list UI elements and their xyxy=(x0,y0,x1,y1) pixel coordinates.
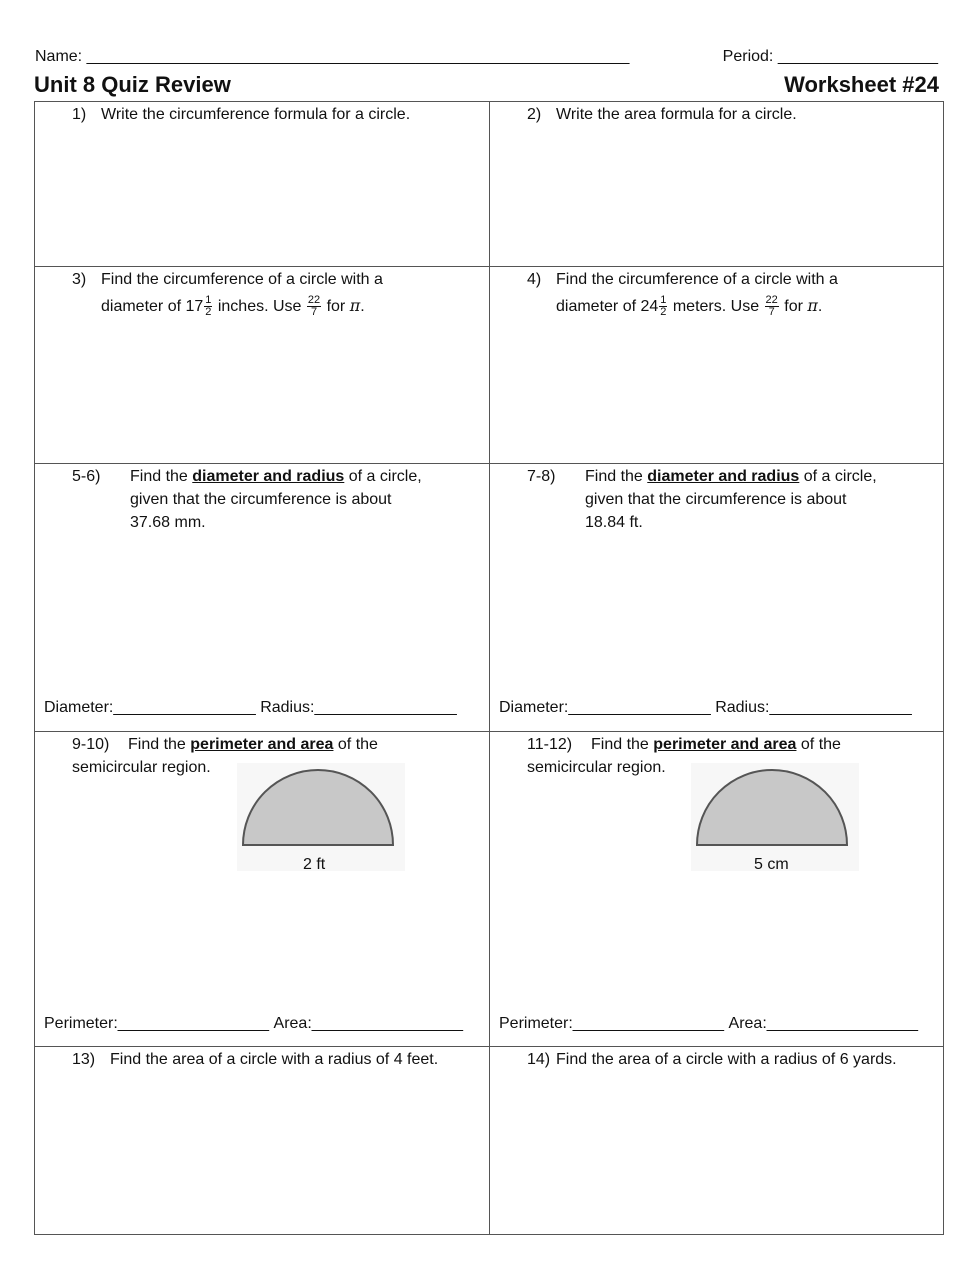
question-3-line-2 xyxy=(101,294,365,318)
emphasis-text: diameter and radius xyxy=(647,468,800,485)
fraction-denominator: 7 xyxy=(768,306,775,319)
answer-line[interactable] xyxy=(499,1015,918,1033)
question-7-8-line-3: 18.84 ft. xyxy=(585,514,643,531)
fraction xyxy=(659,295,667,318)
question-4 xyxy=(527,268,838,291)
text-part: diameter of 17 xyxy=(101,298,204,315)
fraction-numerator: 22 xyxy=(765,294,778,307)
text-part: meters. Use xyxy=(668,298,764,315)
perimeter-answer[interactable]: Perimeter:_________________ xyxy=(499,1015,725,1032)
fraction-denominator: 2 xyxy=(205,306,212,319)
radius-answer[interactable]: Radius:________________ xyxy=(715,699,912,716)
fraction-denominator: 7 xyxy=(310,306,318,319)
emphasis-text: perimeter and area xyxy=(190,736,334,753)
text-part: of the xyxy=(796,736,841,753)
answer-line[interactable] xyxy=(44,699,457,717)
question-cell-11-12[interactable] xyxy=(490,732,943,1047)
emphasis-text: diameter and radius xyxy=(192,468,345,485)
question-number: 3) xyxy=(72,271,87,288)
question-11-12 xyxy=(527,733,841,756)
question-text: Find the area of a circle with a radius of 4 feet. xyxy=(110,1051,439,1068)
question-cell-13[interactable] xyxy=(35,1047,490,1234)
question-number: 4) xyxy=(527,271,542,288)
name-blank[interactable]: _____________________________________________________________ xyxy=(86,48,630,65)
diameter-answer[interactable]: Diameter:________________ xyxy=(499,699,711,716)
question-5-6 xyxy=(72,465,422,488)
text-part: of a circle, xyxy=(344,468,422,485)
question-number: 1) xyxy=(72,106,87,123)
answer-line[interactable] xyxy=(499,699,912,717)
fraction-numerator: 1 xyxy=(660,294,667,307)
question-text: Find the area of a circle with a radius of 6 yards. xyxy=(556,1051,897,1068)
fraction-denominator: 2 xyxy=(660,306,667,319)
question-number: 13) xyxy=(72,1051,96,1068)
question-11-12-line-2: semicircular region. xyxy=(527,759,666,776)
semicircle-figure xyxy=(237,763,405,871)
emphasis-text: perimeter and area xyxy=(653,736,797,753)
text-part: . xyxy=(817,298,823,315)
diameter-label: 2 ft xyxy=(303,856,326,873)
worksheet-number: Worksheet #24 xyxy=(784,72,939,97)
question-number: 11-12) xyxy=(527,736,573,753)
question-text: Find the circumference of a circle with a xyxy=(556,271,838,288)
text-part: Find the xyxy=(585,468,648,485)
name-label: Name: xyxy=(35,48,83,65)
pi-symbol: π xyxy=(349,296,361,315)
page-title: Unit 8 Quiz Review xyxy=(34,72,231,97)
question-3 xyxy=(72,268,383,291)
question-text: Find the circumference of a circle with a xyxy=(101,271,383,288)
perimeter-answer[interactable]: Perimeter:_________________ xyxy=(44,1015,270,1032)
question-number: 7-8) xyxy=(527,468,556,485)
question-number: 14) xyxy=(527,1051,551,1068)
radius-answer[interactable]: Radius:________________ xyxy=(260,699,457,716)
period-field[interactable] xyxy=(723,48,938,66)
text-part: for xyxy=(322,298,350,315)
question-7-8-line-2: given that the circumference is about xyxy=(585,491,847,508)
question-grid xyxy=(34,101,944,1235)
question-7-8 xyxy=(527,465,877,488)
question-cell-4[interactable] xyxy=(490,267,943,464)
text-part: Find the xyxy=(591,736,654,753)
question-1 xyxy=(72,103,410,126)
text-part: of a circle, xyxy=(799,468,877,485)
question-cell-1[interactable] xyxy=(35,102,490,267)
period-blank[interactable]: __________________ xyxy=(777,48,938,65)
question-cell-5-6[interactable] xyxy=(35,464,490,732)
question-text: Write the area formula for a circle. xyxy=(556,106,797,123)
question-cell-3[interactable] xyxy=(35,267,490,464)
fraction-numerator: 22 xyxy=(307,294,321,307)
answer-line[interactable] xyxy=(44,1015,463,1033)
question-number: 9-10) xyxy=(72,736,110,753)
question-number: 2) xyxy=(527,106,542,123)
diameter-label: 5 cm xyxy=(754,856,789,873)
question-5-6-line-2: given that the circumference is about xyxy=(130,491,392,508)
question-9-10 xyxy=(72,733,378,756)
fraction xyxy=(204,295,212,318)
question-cell-9-10[interactable] xyxy=(35,732,490,1047)
diameter-answer[interactable]: Diameter:________________ xyxy=(44,699,256,716)
question-13 xyxy=(72,1048,438,1071)
name-field[interactable] xyxy=(35,48,629,66)
question-4-line-2 xyxy=(556,294,822,318)
fraction xyxy=(765,295,779,318)
period-label: Period: xyxy=(722,48,774,65)
text-part: Find the xyxy=(130,468,193,485)
question-text: Write the circumference formula for a circle. xyxy=(101,106,411,123)
question-14 xyxy=(527,1048,897,1071)
text-part: of the xyxy=(333,736,378,753)
question-cell-7-8[interactable] xyxy=(490,464,943,732)
area-answer[interactable]: Area:_________________ xyxy=(728,1015,919,1032)
question-cell-14[interactable] xyxy=(490,1047,943,1234)
question-9-10-line-2: semicircular region. xyxy=(72,759,211,776)
question-cell-2[interactable] xyxy=(490,102,943,267)
text-part: for xyxy=(779,298,808,315)
text-part: inches. Use xyxy=(213,298,306,315)
question-number: 5-6) xyxy=(72,468,101,485)
text-part: diameter of 24 xyxy=(556,298,659,315)
text-part: Find the xyxy=(128,736,191,753)
question-5-6-line-3: 37.68 mm. xyxy=(130,514,206,531)
fraction xyxy=(307,295,321,318)
fraction-numerator: 1 xyxy=(205,294,212,307)
pi-symbol: π xyxy=(807,296,818,315)
question-2 xyxy=(527,103,797,126)
text-part: . xyxy=(360,298,365,315)
semicircle-figure xyxy=(691,763,859,871)
area-answer[interactable]: Area:_________________ xyxy=(273,1015,464,1032)
